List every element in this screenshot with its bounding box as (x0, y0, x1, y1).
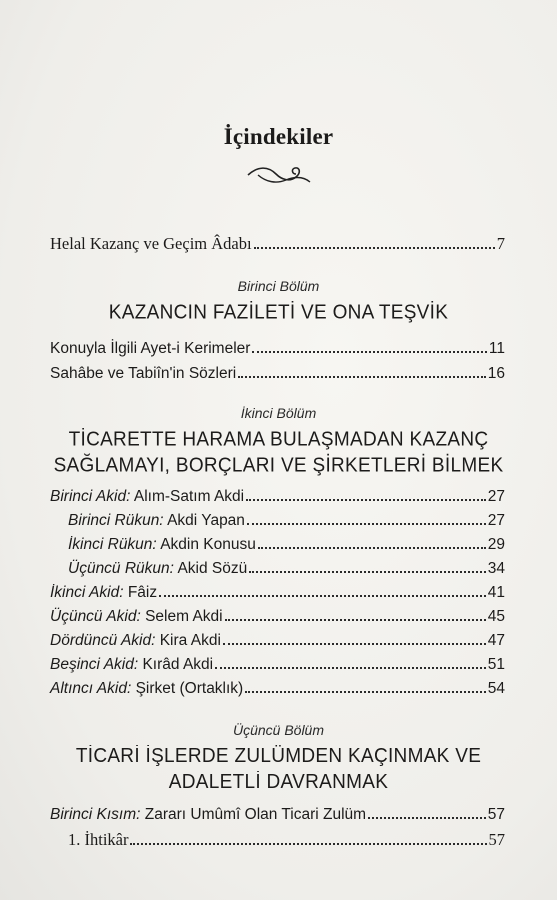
dot-leader (252, 351, 486, 353)
entry-page-number: 27 (487, 512, 505, 529)
toc-entry[interactable] (50, 488, 505, 506)
entry-page-number: 27 (487, 488, 505, 505)
toc-entry[interactable] (50, 340, 505, 358)
entry-lead: Üçüncü Akid: (50, 608, 141, 625)
entry-page-number: 45 (487, 608, 505, 625)
entry-page-number: 7 (496, 234, 505, 253)
toc-entry[interactable] (50, 584, 505, 602)
entry-lead: İkinci Akid: (50, 584, 124, 601)
toc-entry[interactable] (68, 560, 505, 578)
entry-page-number: 47 (487, 632, 505, 649)
entry-lead: Birinci Kısım: (50, 806, 141, 823)
toc-entry[interactable] (50, 365, 505, 383)
toc-entry[interactable] (68, 512, 505, 530)
section-title-part3-line1: TİCARİ İŞLERDE ZULÜMDEN KAÇINMAK VE (75, 745, 482, 768)
entry-title: Kira Akdi (159, 632, 221, 649)
section-label-part1: Birinci Bölüm (237, 278, 320, 294)
entry-title: Akid Sözü (177, 560, 248, 577)
entry-title: Konuyla İlgili Ayet-i Kerimeler (50, 340, 251, 357)
entry-lead: Dördüncü Akid: (50, 632, 156, 649)
toc-entry[interactable] (50, 632, 505, 650)
dot-leader (246, 499, 486, 501)
entry-page-number: 16 (487, 365, 505, 382)
entry-page-number: 34 (487, 560, 505, 577)
dot-leader (223, 643, 486, 645)
toc-entry[interactable] (68, 536, 505, 554)
section-title-part2-line1: TİCARETTE HARAMA BULAŞMADAN KAZANÇ (68, 428, 489, 451)
entry-lead: Altıncı Akid: (50, 680, 132, 697)
toc-entry[interactable] (50, 806, 505, 824)
dot-leader (159, 595, 486, 597)
section-title-part3-line2: ADALETLİ DAVRANMAK (168, 771, 389, 794)
toc-entry[interactable] (50, 680, 505, 698)
dot-leader (225, 619, 486, 621)
entry-lead: Birinci Rükun: (68, 512, 164, 529)
entry-title: Fâiz (127, 584, 158, 601)
entry-title: Akdin Konusu (160, 536, 256, 553)
dot-leader (245, 691, 486, 693)
dot-leader (238, 376, 486, 378)
entry-page-number: 51 (487, 656, 505, 673)
entry-page-number: 29 (487, 536, 505, 553)
entry-page-number: 41 (487, 584, 505, 601)
entry-lead: Üçüncü Rükun: (68, 560, 174, 577)
scroll-flourish-icon (246, 162, 312, 188)
entry-lead: İkinci Rükun: (68, 536, 157, 553)
dot-leader (249, 571, 486, 573)
section-label-part3: Üçüncü Bölüm (232, 722, 325, 738)
entry-lead: Birinci Akid: (50, 488, 131, 505)
entry-title: Şirket (Ortaklık) (135, 680, 244, 697)
entry-title: Sahâbe ve Tabiîn'in Sözleri (50, 365, 237, 382)
toc-entry[interactable] (68, 830, 505, 850)
entry-page-number: 57 (487, 806, 505, 823)
entry-lead: Beşinci Akid: (50, 656, 139, 673)
section-label-part2: İkinci Bölüm (240, 405, 317, 421)
entry-title: Selem Akdi (145, 608, 223, 625)
entry-title: Alım-Satım Akdi (133, 488, 245, 505)
entry-title: Akdi Yapan (167, 512, 245, 529)
dot-leader (254, 247, 495, 249)
toc-entry-intro[interactable] (50, 234, 505, 254)
entry-page-number: 57 (488, 830, 505, 849)
entry-title: Helal Kazanç ve Geçim Âdabı (50, 234, 252, 253)
entry-title: Zararı Umûmî Olan Ticari Zulüm (144, 806, 367, 823)
entry-title: Kırâd Akdi (142, 656, 214, 673)
dot-leader (130, 843, 486, 845)
section-title-part2-line2: SAĞLAMAYI, BORÇLARI VE ŞİRKETLERİ BİLMEK (53, 454, 504, 477)
dot-leader (368, 817, 486, 819)
toc-entry[interactable] (50, 608, 505, 626)
entry-title: 1. İhtikâr (68, 830, 129, 849)
toc-entry[interactable] (50, 656, 505, 674)
section-title-part1: KAZANCIN FAZİLETİ VE ONA TEŞVİK (108, 301, 449, 324)
entry-page-number: 11 (488, 340, 505, 357)
dot-leader (247, 523, 486, 525)
page-title: İçindekiler (223, 124, 334, 149)
dot-leader (258, 547, 486, 549)
dot-leader (215, 667, 486, 669)
entry-page-number: 54 (487, 680, 505, 697)
